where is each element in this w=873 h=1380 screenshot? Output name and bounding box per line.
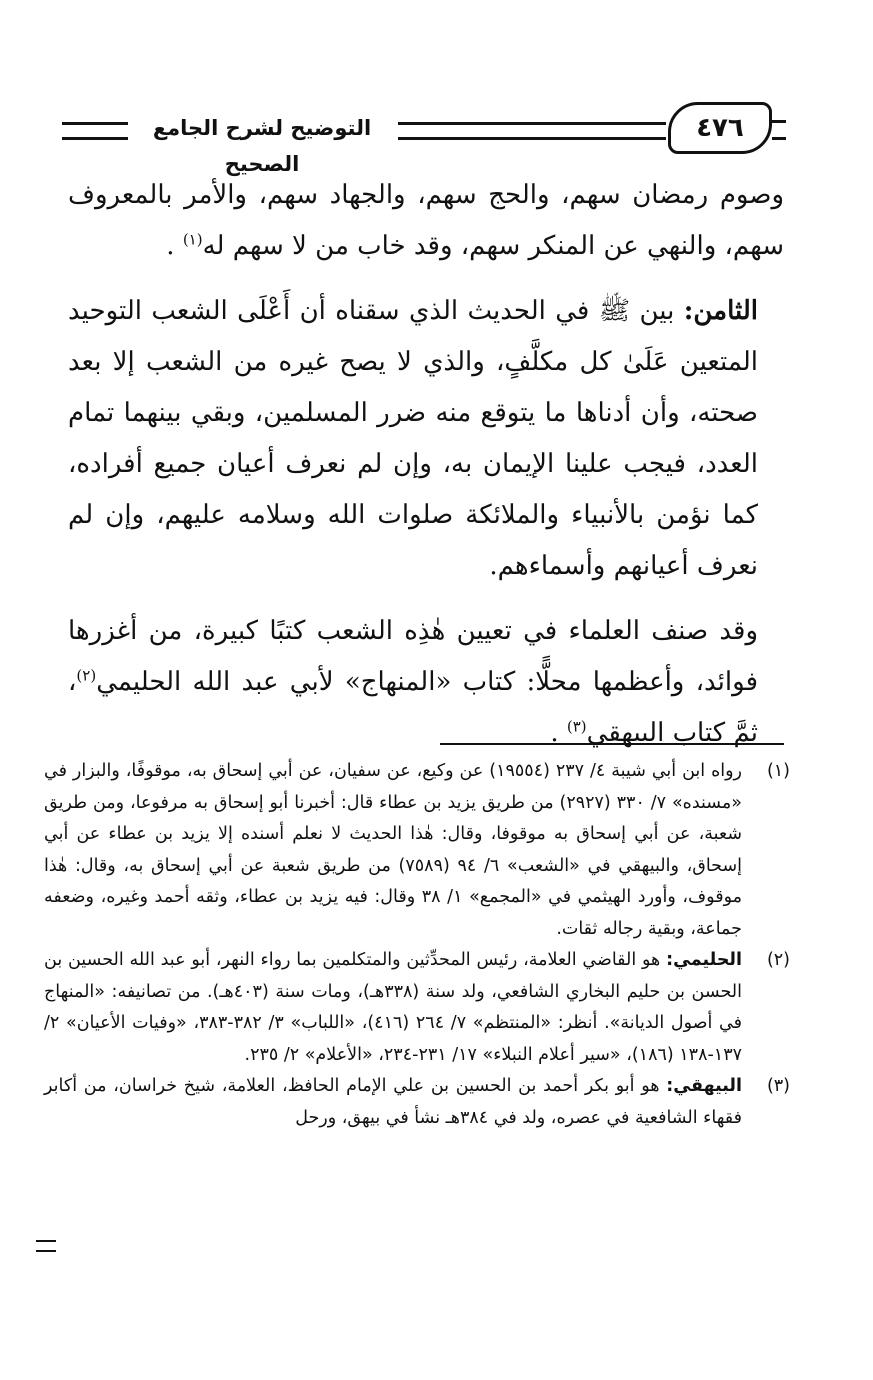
footnote-body [44,945,742,1071]
book-title: التوضيح لشرح الجامع الصحيح [152,116,372,176]
footnote-number: (٢) [766,950,790,970]
footnote-3 [44,1071,790,1134]
main-text [68,170,784,759]
paragraph-1 [68,170,784,272]
footnote-ref-2[interactable]: (٢) [76,666,97,685]
paragraph-3-text-a: وقد صنف العلماء في تعيين هٰذِه الشعب كتبًا كبيرة، من أغزرها فوائد، وأعظمها محلًّا: كتاب «المنهاج» لأبي عبد الله الحليمي [68,616,758,697]
paragraph-2-label: الثامن: [683,296,759,326]
continuation-mark [36,1240,56,1252]
footnote-number: (٣) [766,1076,790,1096]
footnote-2 [44,945,790,1071]
footnote-separator [440,743,784,745]
footnote-label: الحليمي: [666,950,742,970]
page-number: ٤٧٦ [668,102,772,154]
header-rule-tail [772,120,786,140]
footnote-body [44,756,742,945]
paragraph-3 [68,606,784,759]
paragraph-1-text: وصوم رمضان سهم، والحج سهم، والجهاد سهم، والأمر بالمعروف سهم، والنهي عن المنكر سهم، وقد خاب من لا سهم له [68,180,784,261]
footnote-text: هو القاضي العلامة، رئيس المحدِّثين والمتكلمين بما رواء النهر، أبو عبد الله الحسين بن الحسن بن حليم البخاري الشافعي، ولد سنة (٣٣٨هـ)، ومات سنة (٤٠٣هـ). من تصانيفه: «المنهاج في أصول الديانة». أنظر: «المنتظم» ٧/ ٢٦٤ (٤١٦)، «اللباب» ٣/ ٣٨٢-٣٨٣، «وفيات الأعيان» ٢/ ١٣٧-١٣٨ (١٨٦)، «سير أعلام النبلاء» ١٧/ ٢٣١-٢٣٤، «الأعلام» ٢/ ٢٣٥. [44,950,742,1065]
footnote-ref-3[interactable]: (٣) [566,717,587,736]
paragraph-2 [68,286,784,592]
footnote-text: رواه ابن أبي شيبة ٤/ ٢٣٧ (١٩٥٥٤) عن وكيع، عن سفيان، عن أبي إسحاق به، موقوفًا، والبزار في «مسنده» ٧/ ٣٣٠ (٢٩٢٧) من طريق يزيد بن عطاء قال: أخبرنا أبو إسحاق به مرفوعا، ومن طريق شعبة، عن أبي إسحاق به موقوفا، وقال: هٰذا الحديث لا نعلم أسنده إلا يزيد بن عطاء عن أبي إسحاق، والبيهقي في «الشعب» ٦/ ٩٤ (٧٥٨٩) من طريق شعبة عن أبي إسحاق به، وقال: هٰذا موقوف، وأورد الهيثمي في «المجمع» ١/ ٣٨ وقال: فيه يزيد بن عطاء، وثقه أحمد وغيره، وضعفه جماعة، وبقية رجاله ثقات. [44,761,743,939]
running-header [62,98,786,176]
footnote-body [44,1071,742,1134]
paragraph-3-text-b: ، ثمَّ كتاب البيهقي [68,667,758,748]
paragraph-2-text: بين ﷺ في الحديث الذي سقناه أن أَعْلَى الشعب التوحيد المتعين عَلَىٰ كل مكلَّفٍ، والذي لا يصح غيره من الشعب إلا بعد صحته، وأن أدناها ما يتوقع منه ضرر المسلمين، وبقي بينهما تمام العدد، فيجب علينا الإيمان به، وإن لم نعرف أعيان جميع أفراده، كما نؤمن بالأنبياء والملائكة صلوات الله وسلامه عليهم، وإن لم نعرف أعيانهم وأسماءهم. [68,296,758,581]
paragraph-1-end: . [166,231,175,261]
header-rule-left [62,122,128,140]
footnote-ref-1[interactable]: (١) [182,230,203,249]
paragraph-3-end: . [550,718,559,748]
header-rule-right [398,122,666,140]
footnote-label: البيهقي: [666,1076,742,1096]
footnotes [44,756,790,1134]
footnote-1 [44,756,790,945]
footnote-text: هو أبو بكر أحمد بن الحسين بن علي الإمام الحافظ، العلامة، شيخ خراسان، من أكابر فقهاء الشافعية في عصره، ولد في ٣٨٤هـ نشأ في بيهق، ورحل [44,1076,742,1128]
footnote-number: (١) [766,761,790,781]
